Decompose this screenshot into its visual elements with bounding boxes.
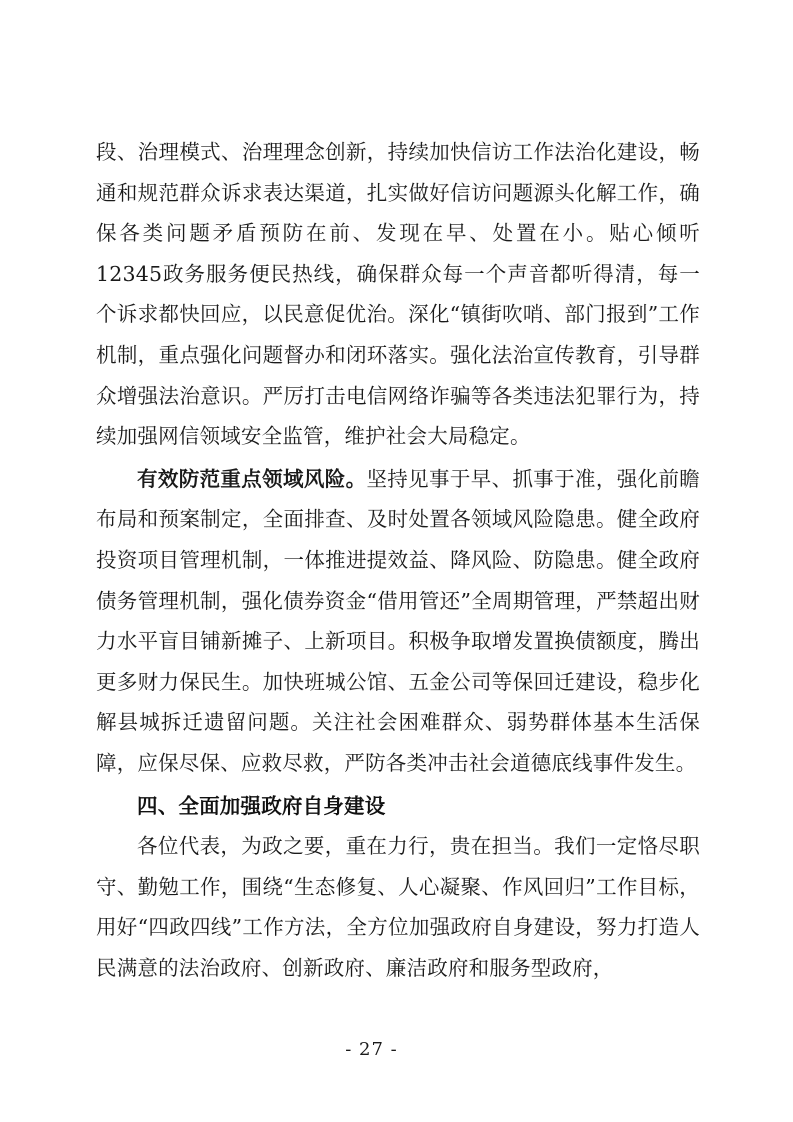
paragraph-3 xyxy=(96,826,700,988)
paragraph-2-lead: 有效防范重点领域风险。 xyxy=(137,466,367,491)
paragraph-2-text: 坚持见事于早、抓事于准，强化前瞻布局和预案制定，全面排查、及时处置各领域风险隐患。健全政府投资项目管理机制，一体推进提效益、降风险、防隐患。健全政府债务管理机制，强化债券资金“借用管还”全周期管理，严禁超出财力水平盲目铺新摊子、上新项目。积极争取增发置换债额度，腾出更多财力保民生。加快班城公馆、五金公司等保回迁建设，稳步化解县城拆迁遗留问题。关注社会困难群众、弱势群体基本生活保障，应保尽保、应救尽救，严防各类冲击社会道德底线事件发生。 xyxy=(96,466,700,775)
section-heading: 四、全面加强政府自身建设 xyxy=(137,793,386,818)
paragraph-2 xyxy=(96,459,700,784)
page-number: - 27 - xyxy=(345,1039,398,1060)
page-content xyxy=(96,132,700,988)
paragraph-3-text: 各位代表，为政之要，重在力行，贵在担当。我们一定恪尽职守、勤勉工作，围绕“生态修复、人心凝聚、作风回归”工作目标，用好“四政四线”工作方法，全方位加强政府自身建设，努力打造人民满意的法治政府、创新政府、廉洁政府和服务型政府， xyxy=(96,834,700,980)
paragraph-1-text: 段、治理模式、治理理念创新，持续加快信访工作法治化建设，畅通和规范群众诉求表达渠道，扎实做好信访问题源头化解工作，确保各类问题矛盾预防在前、发现在早、处置在小。贴心倾听12345政务服务便民热线，确保群众每一个声音都听得清，每一个诉求都快回应，以民意促优治。深化“镇街吹哨、部门报到”工作机制，重点强化问题督办和闭环落实。强化法治宣传教育，引导群众增强法治意识。严厉打击电信网络诈骗等各类违法犯罪行为，持续加强网信领域安全监管，维护社会大局稳定。 xyxy=(96,140,700,449)
paragraph-1 xyxy=(96,132,700,457)
